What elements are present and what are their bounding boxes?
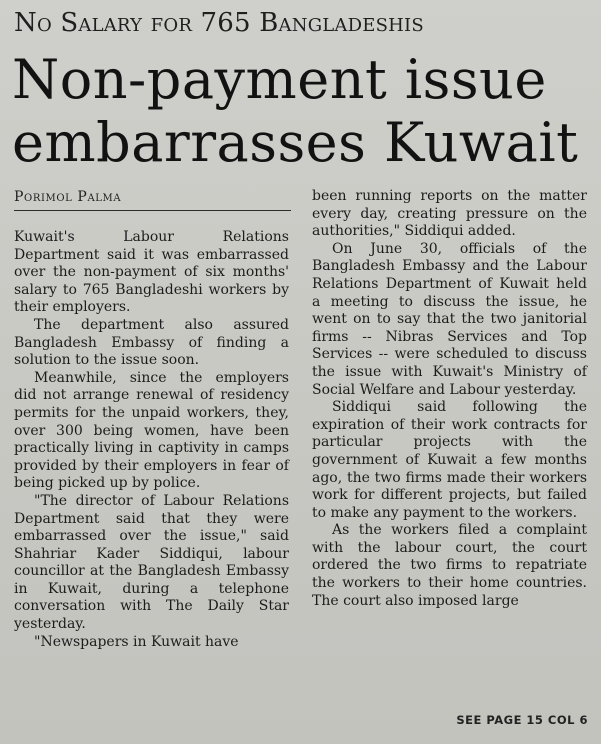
paragraph: As the workers filed a complaint with the labour court, the court ordered the two firms to repatriate the workers to their home countries. The court also imposed large (312, 522, 587, 609)
paragraph: On June 30, officials of the Bangladesh Embassy and the Labour Relations Department of Kuwait held a meeting to discuss the issue, he went on to say that the two janitorial firms -- Nibras Services and Top Services -- were scheduled to discuss the issue with Kuwait's Ministry of Social Welfare and Labour yesterday. (312, 240, 587, 398)
continuation-note: SEE PAGE 15 COL 6 (456, 713, 588, 727)
main-headline: Non-payment issue embarrasses Kuwait (12, 48, 579, 174)
paragraph: "Newspapers in Kuwait have (34, 633, 239, 650)
byline: Porimol Palma (14, 189, 122, 205)
byline-rule (14, 210, 291, 211)
paragraph: Siddiqui said following the expiration of their work contracts for particular projects with the government of Kuwait a few months ago, the two firms made their workers work for different projects, but failed to make any payment to the workers. (312, 399, 587, 521)
paragraph: "The director of Labour Relations Department said that they were embarrassed over the issue," said Shahriar Kader Siddiqui, labour councillor at the Bangladesh Embassy in Kuwait, during a telephone conversation with The Daily Star yesterday. (14, 492, 289, 633)
paragraph: The department also assured Bangladesh Embassy of finding a solution to the issue soon. (14, 316, 289, 369)
article-column-left (14, 229, 289, 651)
paragraph: been running reports on the matter every day, creating pressure on the authorities," Siddiqui added. (312, 188, 587, 240)
kicker-headline: No Salary for 765 Bangladeshis (14, 8, 424, 38)
paragraph: Kuwait's Labour Relations Department said it was embarrassed over the non-payment of six months' salary to 765 Bangladeshi workers by their employers. (14, 229, 289, 316)
article-column-right (312, 188, 587, 610)
paragraph: Meanwhile, since the employers did not arrange renewal of residency permits for the unpaid workers, they, over 300 being women, have been practically living in captivity in camps provided by their employers in fear of being picked up by police. (14, 369, 289, 492)
